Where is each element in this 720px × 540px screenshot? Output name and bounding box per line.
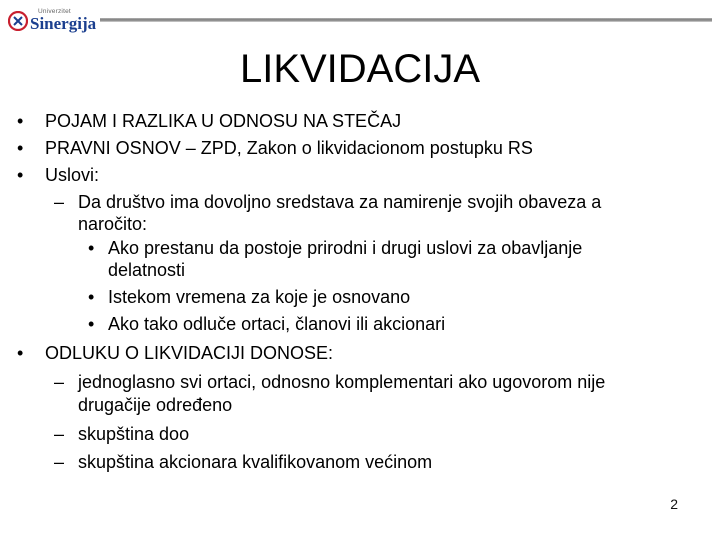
page-number: 2 — [670, 496, 678, 512]
sub-sub-item-text: Ako prestanu da postoje prirodni i drugi uslovi za obavljanje — [108, 238, 583, 258]
dash-marker: – — [54, 424, 65, 444]
university-logo — [8, 8, 97, 34]
sub-item-text: skupština akcionara kvalifikovanom većinom — [78, 452, 433, 472]
bullet-text: POJAM I RAZLIKA U ODNOSU NA STEČAJ — [45, 111, 402, 131]
sub-sub-item-text: delatnosti — [108, 260, 186, 280]
bullet-marker: • — [88, 287, 95, 307]
dash-marker: – — [54, 192, 65, 212]
logo-name: Sinergija — [30, 14, 97, 33]
bullet-marker: • — [17, 343, 24, 363]
sub-sub-item-text: Ako tako odluče ortaci, članovi ili akcionari — [108, 314, 446, 334]
bullet-text: Uslovi: — [45, 165, 100, 185]
bullet-marker: • — [88, 314, 95, 334]
slide-title-text: LIKVIDACIJA — [239, 47, 481, 91]
sub-item-text: skupština doo — [78, 424, 190, 444]
bullet-text: PRAVNI OSNOV – ZPD, Zakon o likvidacionom postupku RS — [45, 138, 533, 158]
bullet-text: ODLUKU O LIKVIDACIJI DONOSE: — [45, 343, 334, 363]
slide-title — [0, 45, 720, 93]
dash-marker: – — [54, 452, 65, 472]
bullet-marker: • — [88, 238, 95, 258]
header-divider — [100, 18, 712, 22]
bullet-marker: • — [17, 138, 24, 158]
sub-item-text: jednoglasno svi ortaci, odnosno komplementari ako ugovorom nije — [78, 372, 606, 392]
sub-item-text: Da društvo ima dovoljno sredstava za namirenje svojih obaveza a — [78, 192, 602, 212]
sinergija-emblem-icon — [8, 11, 28, 31]
sub-sub-item-text: Istekom vremena za koje je osnovano — [108, 287, 411, 307]
bullet-marker: • — [17, 111, 24, 131]
logo-university-text: Univerzitet — [38, 8, 71, 15]
sub-item-text: drugačije određeno — [78, 395, 233, 415]
dash-marker: – — [54, 372, 65, 392]
sub-item-text: naročito: — [78, 214, 148, 234]
bullet-marker: • — [17, 165, 24, 185]
